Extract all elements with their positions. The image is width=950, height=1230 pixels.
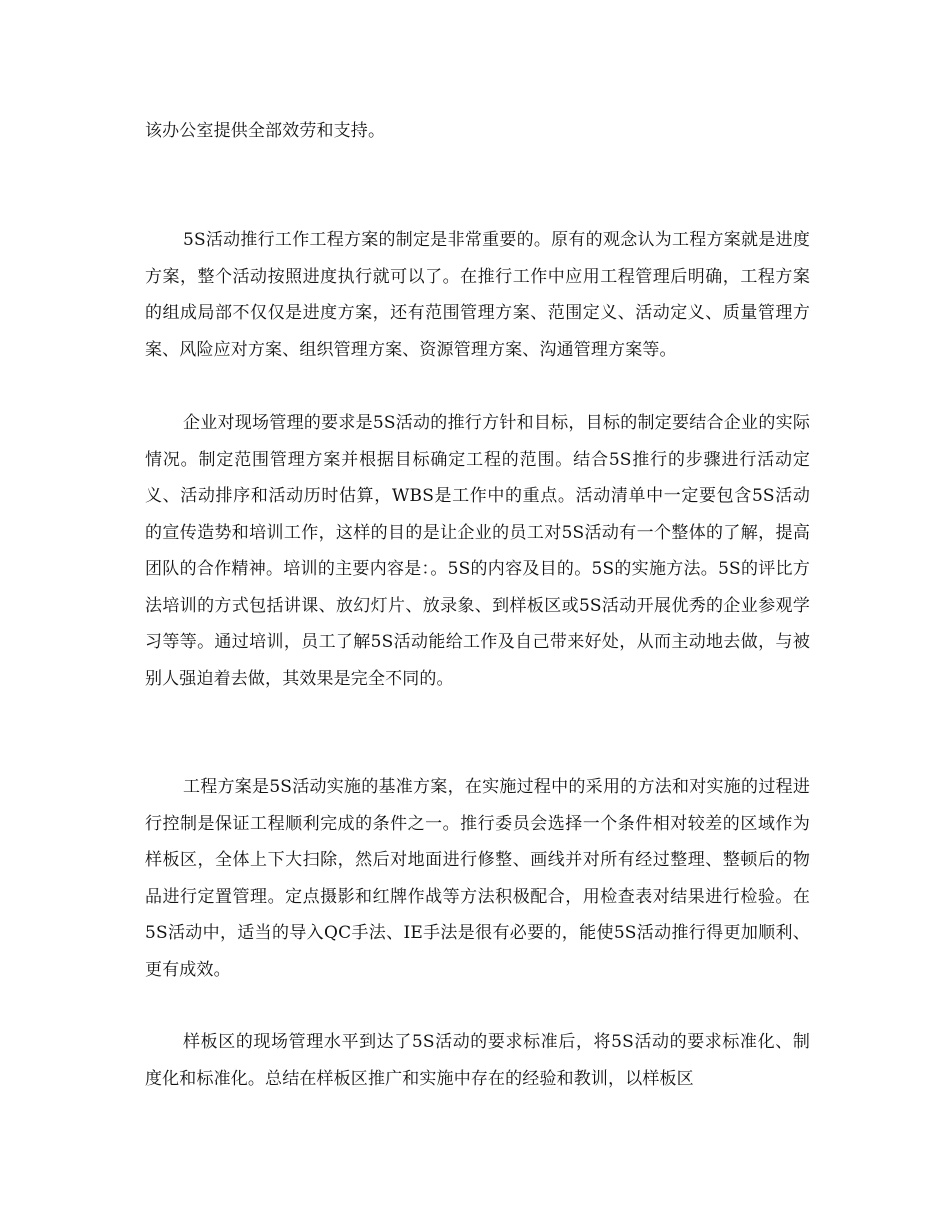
paragraph-site-management: 企业对现场管理的要求是5S活动的推行方针和目标，目标的制定要结合企业的实际情况。制定范围管理方案并根据目标确定工程的范围。结合5S推行的步骤进行活动定义、活动排序和活动历时估算，WBS是工作中的重点。活动清单中一定要包含5S活动的宣传造势和培训工作，这样的目的是让企业的员工对5S活动有一个整体的了解，提高团队的合作精神。培训的主要内容是：。5S的内容及目的。5S的实施方法。5S的评比方法培训的方式包括讲课、放幻灯片、放录象、到样板区或5S活动开展优秀的企业参观学习等等。通过培训，员工了解5S活动能给工作及自己带来好处，从而主动地去做，与被别人强迫着去做，其效果是完全不同的。	[145, 413, 810, 689]
paragraph-continued: 该办公室提供全部效劳和支持。	[145, 121, 386, 141]
paragraph-implementation: 工程方案是5S活动实施的基准方案，在实施过程中的采用的方法和对实施的过程进行控制是保证工程顺利完成的条件之一。推行委员会选择一个条件相对较差的区域作为样板区，全体上下大扫除，然后对地面进行修整、画线并对所有经过整理、整顿后的物品进行定置管理。定点摄影和红牌作战等方法积极配合，用检查表对结果进行检验。在5S活动中，适当的导入QC手法、IE手法是很有必要的，能使5S活动推行得更加顺利、更有成效。	[145, 777, 810, 980]
paragraph-standardization: 样板区的现场管理水平到达了5S活动的要求标准后，将5S活动的要求标准化、制度化和标准化。总结在样板区推广和实施中存在的经验和教训，以样板区	[145, 1032, 810, 1089]
paragraph-project-plan: 5S活动推行工作工程方案的制定是非常重要的。原有的观念认为工程方案就是进度方案，整个活动按照进度执行就可以了。在推行工作中应用工程管理后明确，工程方案的组成局部不仅仅是进度方案，还有范围管理方案、范围定义、活动定义、质量管理方案、风险应对方案、组织管理方案、资源管理方案、沟通管理方案等。	[145, 230, 810, 360]
